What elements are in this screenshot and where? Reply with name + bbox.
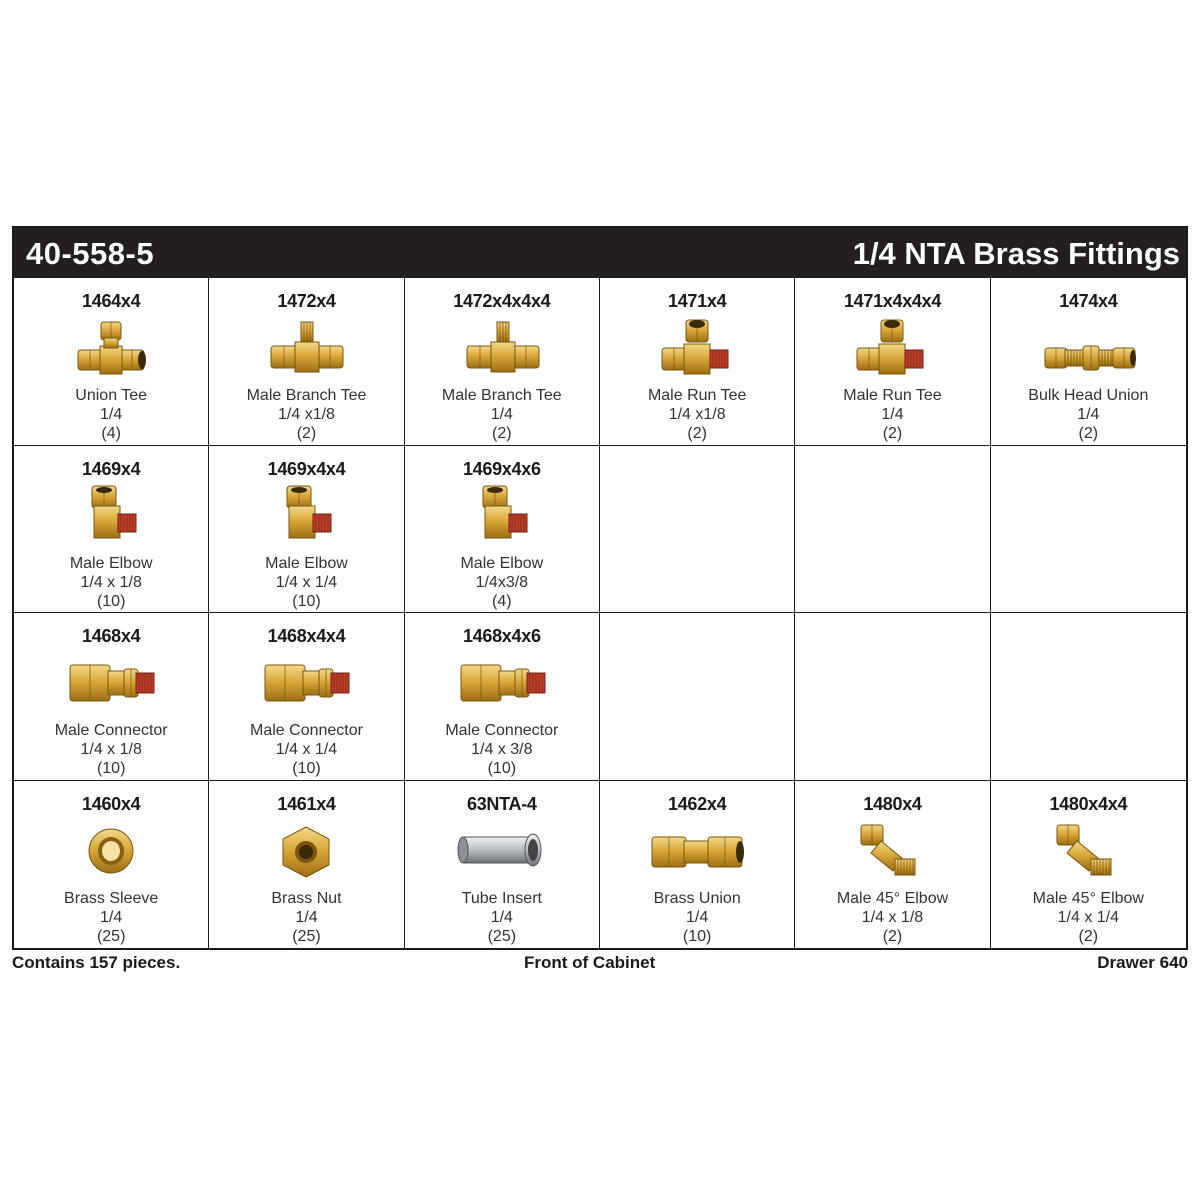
part-description [14, 889, 208, 946]
male-branch-tee-icon [447, 316, 557, 380]
cabinet-side-label: Front of Cabinet [524, 953, 656, 972]
part-description [795, 889, 989, 946]
male-run-tee-icon [837, 316, 947, 380]
part-number: 1460x4 [82, 793, 141, 814]
part-description [14, 554, 208, 611]
male-elbow-icon [447, 484, 557, 548]
part-size: 1/4 x 1/8 [80, 573, 142, 591]
part-description [991, 889, 1186, 946]
part-name: Male Elbow [69, 554, 153, 572]
part-number: 1471x4x4x4 [843, 291, 942, 311]
brass-nut-icon [251, 819, 361, 883]
part-name: Male Elbow [460, 554, 544, 572]
male-elbow-icon [56, 484, 166, 548]
part-number: 1469x4 [82, 458, 141, 479]
brass-sleeve-icon [56, 819, 166, 883]
part-size: 1/4 [100, 406, 123, 423]
part-quantity: (2) [1078, 425, 1099, 442]
part-cell [14, 781, 209, 949]
part-name: Male Connector [445, 722, 559, 739]
part-quantity: (4) [492, 592, 512, 610]
part-number: 1471x4 [668, 291, 727, 311]
empty-cell [600, 446, 795, 614]
part-number: 1468x4x6 [462, 626, 541, 646]
part-description [14, 721, 208, 778]
part-name: Male Connector [54, 722, 168, 739]
tube-insert-icon [447, 819, 557, 883]
male-connector-icon [251, 651, 361, 715]
part-name: Male 45° Elbow [836, 889, 949, 907]
part-description [600, 386, 794, 443]
part-description [405, 554, 599, 611]
part-number: 1474x4 [1059, 291, 1118, 311]
kit-number: 40-558-5 [26, 236, 155, 271]
part-description [405, 889, 599, 946]
part-number: 1462x4 [668, 793, 727, 814]
brass-union-icon [642, 819, 752, 883]
part-number: 1469x4x6 [462, 458, 541, 479]
part-cell [209, 613, 404, 781]
part-number: 1480x4 [863, 793, 922, 814]
part-name: Male Elbow [265, 554, 348, 572]
part-number: 1469x4x4 [267, 458, 346, 479]
part-size: 1/4 x 1/4 [1057, 908, 1119, 926]
part-cell [14, 613, 209, 781]
part-number: 63NTA-4 [467, 793, 537, 814]
part-cell [795, 278, 990, 446]
part-size: 1/4 x 1/4 [275, 741, 338, 758]
part-quantity: (2) [492, 425, 512, 442]
kit-title: 1/4 NTA Brass Fittings [852, 236, 1180, 271]
part-description [795, 386, 989, 443]
part-size: 1/4 x 3/8 [471, 741, 533, 758]
part-size: 1/4 x1/8 [668, 406, 726, 423]
part-size: 1/4 x 1/4 [275, 573, 338, 591]
part-cell [600, 278, 795, 446]
part-size: 1/4 [295, 908, 318, 926]
part-number: 1472x4x4x4 [453, 291, 551, 311]
part-description [14, 386, 208, 443]
part-description [600, 889, 794, 946]
part-name: Brass Union [653, 889, 741, 907]
part-cell [991, 781, 1186, 949]
empty-cell [795, 446, 990, 614]
empty-cell [795, 613, 990, 781]
part-size: 1/4 x 1/8 [861, 908, 924, 926]
part-description [405, 721, 599, 778]
part-size: 1/4 [490, 908, 513, 926]
part-size: 1/4 [1077, 406, 1100, 423]
male-45-elbow-icon [837, 819, 947, 883]
male-connector-icon [447, 651, 557, 715]
part-name: Union Tee [75, 387, 148, 404]
part-size: 1/4 [881, 406, 904, 423]
part-number: 1468x4 [82, 626, 141, 646]
part-name: Male Branch Tee [246, 387, 367, 404]
male-45-elbow-icon [1033, 819, 1143, 883]
part-cell [600, 781, 795, 949]
part-cell [209, 446, 404, 614]
part-quantity: (2) [882, 927, 903, 945]
part-quantity: (4) [101, 425, 121, 442]
part-number: 1464x4 [82, 291, 141, 311]
part-cell [209, 781, 404, 949]
part-size: 1/4 [686, 908, 709, 926]
part-cell [209, 278, 404, 446]
part-quantity: (2) [882, 425, 903, 442]
part-cell [405, 613, 600, 781]
part-name: Brass Nut [271, 889, 342, 907]
part-number: 1468x4x4 [267, 626, 346, 646]
part-cell [14, 446, 209, 614]
part-cell [405, 446, 600, 614]
part-cell [405, 781, 600, 949]
part-description [209, 386, 403, 443]
chart-header [14, 228, 1186, 278]
part-number: 1461x4 [277, 793, 336, 814]
part-name: Male Run Tee [647, 387, 747, 404]
part-description [991, 386, 1186, 443]
empty-cell [991, 613, 1186, 781]
male-elbow-icon [251, 484, 361, 548]
part-quantity: (10) [96, 760, 126, 777]
parts-grid [14, 278, 1186, 948]
part-description [209, 554, 403, 611]
part-number: 1480x4x4 [1049, 793, 1128, 814]
part-quantity: (2) [296, 425, 317, 442]
part-size: 1/4 [100, 908, 123, 926]
parts-chart [12, 226, 1188, 950]
part-description [405, 386, 599, 443]
part-quantity: (10) [487, 760, 517, 777]
piece-count: Contains 157 pieces. [12, 953, 181, 972]
male-branch-tee-icon [251, 316, 361, 380]
part-description [209, 721, 403, 778]
part-cell [405, 278, 600, 446]
part-name: Male Connector [250, 722, 363, 739]
part-quantity: (10) [96, 592, 126, 610]
empty-cell [600, 613, 795, 781]
part-quantity: (25) [292, 927, 321, 945]
part-quantity: (25) [487, 927, 517, 945]
part-name: Brass Sleeve [64, 889, 159, 907]
part-quantity: (2) [687, 425, 707, 442]
part-cell [14, 278, 209, 446]
part-name: Male 45° Elbow [1032, 889, 1144, 907]
empty-cell [991, 446, 1186, 614]
part-quantity: (10) [292, 760, 321, 777]
part-name: Bulk Head Union [1028, 387, 1149, 404]
male-run-tee-icon [642, 316, 752, 380]
union-tee-icon [56, 316, 166, 380]
part-quantity: (10) [292, 592, 321, 610]
part-quantity: (2) [1078, 927, 1099, 945]
part-name: Male Run Tee [843, 387, 942, 404]
bulk-head-union-icon [1033, 316, 1143, 380]
part-quantity: (25) [96, 927, 126, 945]
part-size: 1/4x3/8 [475, 573, 529, 591]
part-name: Tube Insert [461, 889, 542, 907]
part-cell [795, 781, 990, 949]
part-size: 1/4 [490, 406, 513, 423]
male-connector-icon [56, 651, 166, 715]
part-name: Male Branch Tee [441, 387, 562, 404]
drawer-number: Drawer 640 [1097, 953, 1188, 972]
part-size: 1/4 x 1/8 [80, 741, 142, 758]
part-number: 1472x4 [277, 291, 336, 311]
part-cell [991, 278, 1186, 446]
part-quantity: (10) [682, 927, 712, 945]
part-description [209, 889, 403, 946]
part-size: 1/4 x1/8 [278, 406, 335, 423]
